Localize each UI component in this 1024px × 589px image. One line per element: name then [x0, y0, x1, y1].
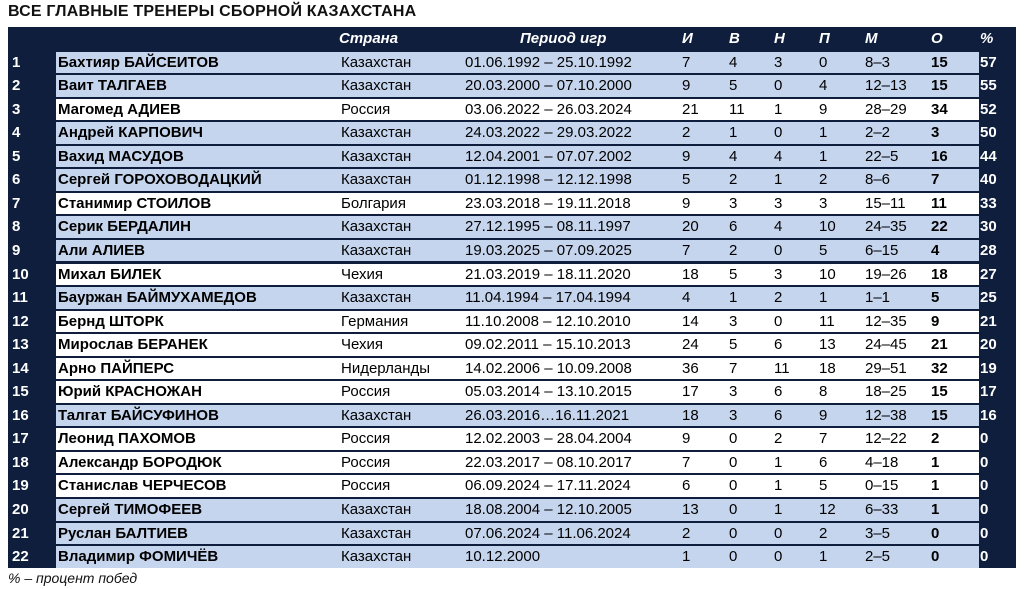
- coach-period: 19.03.2025 – 07.09.2025: [465, 241, 632, 259]
- games-count: 1: [682, 548, 691, 566]
- coach-name: Талгат БАЙСУФИНОВ: [58, 406, 219, 424]
- coach-country: Казахстан: [341, 124, 412, 142]
- draws-count: 1: [774, 477, 783, 495]
- table-row: [8, 286, 1016, 310]
- games-count: 7: [682, 241, 691, 259]
- points-count: 3: [931, 124, 940, 142]
- coach-country: Чехия: [341, 336, 384, 354]
- row-number: 15: [12, 383, 29, 401]
- table-row: [8, 74, 1016, 98]
- coach-country: Болгария: [341, 194, 406, 212]
- losses-count: 9: [819, 100, 828, 118]
- row-number: 6: [12, 171, 21, 189]
- row-number: 14: [12, 359, 29, 377]
- losses-count: 12: [819, 501, 836, 518]
- goals-score: 22–5: [865, 147, 899, 165]
- coach-period: 12.04.2001 – 07.07.2002: [465, 147, 632, 165]
- win-percent: 20: [980, 336, 997, 354]
- points-count: 0: [931, 548, 940, 566]
- wins-count: 11: [729, 100, 745, 118]
- row-number: 3: [12, 100, 21, 118]
- goals-score: 1–1: [865, 289, 891, 307]
- goals-score: 12–22: [865, 430, 907, 448]
- win-percent: 0: [980, 453, 989, 471]
- games-count: 18: [682, 406, 699, 424]
- losses-count: 0: [819, 53, 828, 71]
- coach-country: Россия: [341, 430, 391, 448]
- header-percent: %: [980, 30, 994, 47]
- coach-country: Казахстан: [341, 218, 412, 236]
- coach-period: 01.12.1998 – 12.12.1998: [465, 171, 632, 189]
- row-number: 17: [12, 430, 29, 448]
- header-wins: В: [729, 30, 740, 47]
- games-count: 20: [682, 218, 699, 236]
- coach-country: Казахстан: [341, 548, 412, 566]
- coach-name: Мирослав БЕРАНЕК: [58, 336, 208, 354]
- win-percent: 55: [980, 77, 997, 95]
- wins-count: 3: [729, 383, 738, 401]
- losses-count: 13: [819, 336, 836, 354]
- coach-country: Казахстан: [341, 241, 412, 259]
- coach-period: 14.02.2006 – 10.09.2008: [465, 359, 632, 377]
- table-row: [8, 404, 1016, 428]
- wins-count: 3: [729, 406, 738, 424]
- header-games: И: [682, 30, 693, 47]
- wins-count: 0: [729, 430, 738, 448]
- row-number: 2: [12, 77, 21, 95]
- draws-count: 0: [774, 124, 783, 142]
- games-count: 2: [682, 124, 691, 142]
- draws-count: 0: [774, 548, 783, 566]
- draws-count: 6: [774, 336, 783, 354]
- points-count: 21: [931, 336, 948, 354]
- coach-name: Станимир СТОИЛОВ: [58, 194, 212, 212]
- table-row: [8, 357, 1016, 381]
- draws-count: 3: [774, 194, 783, 212]
- draws-count: 3: [774, 53, 783, 71]
- header-losses: П: [819, 30, 830, 47]
- losses-count: 1: [819, 147, 828, 165]
- coach-country: Казахстан: [341, 524, 412, 542]
- losses-count: 2: [819, 524, 828, 542]
- goals-score: 24–35: [865, 218, 907, 236]
- points-count: 9: [931, 312, 940, 330]
- coach-name: Михал БИЛЕК: [58, 265, 162, 283]
- coach-period: 10.12.2000: [465, 548, 541, 566]
- draws-count: 6: [774, 383, 783, 401]
- losses-count: 18: [819, 359, 836, 377]
- coach-period: 07.06.2024 – 11.06.2024: [465, 524, 631, 542]
- losses-count: 6: [819, 453, 828, 471]
- draws-count: 0: [774, 77, 783, 95]
- win-percent: 30: [980, 218, 997, 236]
- win-percent: 52: [980, 100, 997, 118]
- losses-count: 7: [819, 430, 828, 448]
- coach-country: Казахстан: [341, 53, 412, 71]
- wins-count: 2: [729, 241, 738, 259]
- coach-period: 03.06.2022 – 26.03.2024: [465, 100, 632, 118]
- wins-count: 5: [729, 77, 738, 95]
- row-number: 4: [12, 124, 21, 142]
- games-count: 2: [682, 524, 691, 542]
- header-period: Период игр: [520, 30, 607, 47]
- games-count: 18: [682, 265, 699, 283]
- coach-name: Юрий КРАСНОЖАН: [58, 383, 202, 401]
- table-row: [8, 121, 1016, 145]
- row-number: 22: [12, 548, 29, 566]
- win-percent: 0: [980, 524, 989, 542]
- wins-count: 0: [729, 548, 738, 566]
- win-percent: 0: [980, 430, 989, 448]
- wins-count: 3: [729, 194, 738, 212]
- row-number: 21: [12, 524, 29, 542]
- games-count: 13: [682, 501, 699, 518]
- win-percent: 40: [980, 171, 997, 189]
- coach-name: Сергей ГОРОХОВОДАЦКИЙ: [58, 171, 262, 189]
- wins-count: 5: [729, 265, 738, 283]
- draws-count: 0: [774, 241, 783, 259]
- coach-country: Чехия: [341, 265, 384, 283]
- games-count: 36: [682, 359, 699, 377]
- coach-name: Леонид ПАХОМОВ: [58, 430, 196, 448]
- coach-country: Нидерланды: [341, 359, 431, 377]
- draws-count: 2: [774, 430, 783, 448]
- points-count: 15: [931, 53, 948, 71]
- row-number: 7: [12, 194, 21, 212]
- points-count: 15: [931, 77, 948, 95]
- coach-name: Бауржан БАЙМУХАМЕДОВ: [58, 289, 257, 307]
- win-percent: 0: [980, 548, 989, 566]
- draws-count: 0: [774, 524, 783, 542]
- points-count: 1: [931, 453, 940, 471]
- points-count: 1: [931, 477, 940, 495]
- wins-count: 0: [729, 453, 738, 471]
- goals-score: 0–15: [865, 477, 899, 495]
- wins-count: 6: [729, 218, 738, 236]
- coach-name: Станислав ЧЕРЧЕСОВ: [58, 477, 227, 495]
- row-number: 18: [12, 453, 29, 471]
- draws-count: 1: [774, 501, 783, 518]
- goals-score: 24–45: [865, 336, 907, 354]
- games-count: 9: [682, 147, 691, 165]
- goals-score: 6–33: [865, 501, 899, 518]
- losses-count: 5: [819, 241, 828, 259]
- table-title: ВСЕ ГЛАВНЫЕ ТРЕНЕРЫ СБОРНОЙ КАЗАХСТАНА: [8, 3, 417, 20]
- goals-score: 4–18: [865, 453, 899, 471]
- row-number: 20: [12, 501, 29, 518]
- goals-score: 12–35: [865, 312, 907, 330]
- table-row: [8, 239, 1016, 263]
- win-percent: 44: [980, 147, 997, 165]
- points-count: 15: [931, 406, 948, 424]
- points-count: 34: [931, 100, 948, 118]
- coach-name: Александр БОРОДЮК: [58, 453, 222, 471]
- footnote: % – процент побед: [8, 570, 138, 586]
- goals-score: 12–13: [865, 77, 907, 95]
- goals-score: 2–5: [865, 548, 891, 566]
- draws-count: 2: [774, 289, 783, 307]
- win-percent: 28: [980, 241, 997, 259]
- games-count: 6: [682, 477, 691, 495]
- games-count: 14: [682, 312, 699, 330]
- table-row: [8, 474, 1016, 498]
- losses-count: 2: [819, 171, 828, 189]
- points-count: 22: [931, 218, 948, 236]
- win-percent: 17: [980, 383, 997, 401]
- coach-period: 11.10.2008 – 12.10.2010: [465, 312, 631, 330]
- wins-count: 0: [729, 501, 738, 518]
- coach-period: 18.08.2004 – 12.10.2005: [465, 501, 632, 518]
- draws-count: 1: [774, 171, 783, 189]
- coach-name: Андрей КАРПОВИЧ: [58, 124, 203, 142]
- coach-period: 24.03.2022 – 29.03.2022: [465, 124, 632, 142]
- draws-count: 6: [774, 406, 783, 424]
- table-row: [8, 192, 1016, 216]
- games-count: 7: [682, 53, 691, 71]
- header-goals: М: [865, 30, 878, 47]
- coach-period: 09.02.2011 – 15.10.2013: [465, 336, 631, 354]
- win-percent: 50: [980, 124, 997, 142]
- goals-score: 3–5: [865, 524, 891, 542]
- draws-count: 0: [774, 312, 783, 330]
- win-percent: 21: [980, 312, 997, 330]
- coach-period: 26.03.2016…16.11.2021: [465, 406, 630, 424]
- coach-country: Германия: [341, 312, 409, 330]
- row-number: 8: [12, 218, 21, 236]
- losses-count: 10: [819, 218, 836, 236]
- win-percent: 27: [980, 265, 997, 283]
- coach-country: Россия: [341, 100, 391, 118]
- losses-count: 1: [819, 289, 828, 307]
- table-row: [8, 427, 1016, 451]
- coach-period: 21.03.2019 – 18.11.2020: [465, 265, 631, 283]
- points-count: 4: [931, 241, 940, 259]
- wins-count: 4: [729, 53, 738, 71]
- table-header-row: [8, 27, 1016, 51]
- table-row: [8, 263, 1016, 287]
- losses-count: 5: [819, 477, 828, 495]
- coach-name: Бахтияр БАЙСЕИТОВ: [58, 53, 219, 71]
- games-count: 9: [682, 430, 691, 448]
- coach-name: Арно ПАЙПЕРС: [58, 359, 175, 377]
- coach-period: 05.03.2014 – 13.10.2015: [465, 383, 632, 401]
- table-row: [8, 545, 1016, 569]
- coach-country: Казахстан: [341, 406, 412, 424]
- goals-score: 29–51: [865, 359, 907, 377]
- games-count: 5: [682, 171, 691, 189]
- header-country: Страна: [339, 30, 399, 47]
- coach-name: Владимир ФОМИЧЁВ: [58, 548, 219, 566]
- wins-count: 3: [729, 312, 738, 330]
- games-count: 7: [682, 453, 691, 471]
- coach-name: Ваит ТАЛГАЕВ: [58, 77, 167, 95]
- table-row: [8, 380, 1016, 404]
- coaches-table: [8, 27, 1016, 568]
- draws-count: 1: [774, 100, 783, 118]
- wins-count: 0: [729, 524, 738, 542]
- coach-name: Вахид МАСУДОВ: [58, 147, 184, 165]
- wins-count: 1: [729, 124, 738, 142]
- points-count: 16: [931, 147, 948, 165]
- row-number: 13: [12, 336, 29, 354]
- coach-period: 12.02.2003 – 28.04.2004: [465, 430, 632, 448]
- points-count: 5: [931, 289, 940, 307]
- row-number: 19: [12, 477, 29, 495]
- losses-count: 10: [819, 265, 836, 283]
- wins-count: 2: [729, 171, 738, 189]
- coach-period: 22.03.2017 – 08.10.2017: [465, 453, 632, 471]
- goals-score: 28–29: [865, 100, 907, 118]
- row-number: 1: [12, 53, 21, 71]
- goals-score: 19–26: [865, 265, 907, 283]
- coach-country: Россия: [341, 453, 391, 471]
- coach-name: Али АЛИЕВ: [58, 241, 145, 259]
- coach-country: Казахстан: [341, 77, 412, 95]
- row-number: 16: [12, 406, 29, 424]
- table-row: [8, 451, 1016, 475]
- goals-score: 2–2: [865, 124, 891, 142]
- goals-score: 6–15: [865, 241, 899, 259]
- points-count: 7: [931, 171, 940, 189]
- games-count: 24: [682, 336, 699, 354]
- table-row: [8, 98, 1016, 122]
- coach-country: Казахстан: [341, 501, 412, 518]
- coach-period: 06.09.2024 – 17.11.2024: [465, 477, 631, 495]
- row-number: 12: [12, 312, 29, 330]
- draws-count: 11: [774, 359, 790, 377]
- coach-name: Магомед АДИЕВ: [58, 100, 181, 118]
- coach-country: Казахстан: [341, 171, 412, 189]
- losses-count: 1: [819, 124, 828, 142]
- row-number: 9: [12, 241, 21, 259]
- losses-count: 3: [819, 194, 828, 212]
- header-draws: Н: [774, 30, 785, 47]
- coach-country: Казахстан: [341, 147, 412, 165]
- header-points: О: [931, 30, 943, 47]
- win-percent: 16: [980, 406, 997, 424]
- points-count: 0: [931, 524, 940, 542]
- points-count: 11: [931, 194, 947, 212]
- row-number: 5: [12, 147, 21, 165]
- points-count: 2: [931, 430, 940, 448]
- coach-country: Россия: [341, 477, 391, 495]
- losses-count: 11: [819, 312, 835, 330]
- coach-period: 27.12.1995 – 08.11.1997: [465, 218, 631, 236]
- draws-count: 1: [774, 453, 783, 471]
- wins-count: 5: [729, 336, 738, 354]
- draws-count: 4: [774, 147, 783, 165]
- losses-count: 8: [819, 383, 828, 401]
- wins-count: 0: [729, 477, 738, 495]
- games-count: 9: [682, 194, 691, 212]
- points-count: 32: [931, 359, 948, 377]
- win-percent: 0: [980, 501, 989, 518]
- table-row: [8, 333, 1016, 357]
- table-row: [8, 522, 1016, 546]
- points-count: 18: [931, 265, 948, 283]
- win-percent: 57: [980, 53, 997, 71]
- table-row: [8, 145, 1016, 169]
- wins-count: 4: [729, 147, 738, 165]
- coach-name: Бернд ШТОРК: [58, 312, 164, 330]
- row-number: 11: [12, 289, 28, 307]
- table-row: [8, 51, 1016, 75]
- table-row: [8, 215, 1016, 239]
- table-row: [8, 310, 1016, 334]
- coach-period: 23.03.2018 – 19.11.2018: [465, 194, 631, 212]
- games-count: 9: [682, 77, 691, 95]
- wins-count: 1: [729, 289, 738, 307]
- losses-count: 9: [819, 406, 828, 424]
- coach-name: Руслан БАЛТИЕВ: [58, 524, 188, 542]
- coach-country: Казахстан: [341, 289, 412, 307]
- games-count: 21: [682, 100, 699, 118]
- coach-name: Серик БЕРДАЛИН: [58, 218, 191, 236]
- win-percent: 19: [980, 359, 997, 377]
- row-number: 10: [12, 265, 29, 283]
- win-percent: 0: [980, 477, 989, 495]
- win-percent: 33: [980, 194, 997, 212]
- games-count: 4: [682, 289, 691, 307]
- goals-score: 8–6: [865, 171, 891, 189]
- goals-score: 12–38: [865, 406, 907, 424]
- table-row: [8, 168, 1016, 192]
- coach-period: 01.06.1992 – 25.10.1992: [465, 53, 632, 71]
- points-count: 15: [931, 383, 948, 401]
- games-count: 17: [682, 383, 699, 401]
- points-count: 1: [931, 501, 940, 518]
- draws-count: 3: [774, 265, 783, 283]
- win-percent: 25: [980, 289, 997, 307]
- coach-country: Россия: [341, 383, 391, 401]
- goals-score: 18–25: [865, 383, 907, 401]
- wins-count: 7: [729, 359, 738, 377]
- draws-count: 4: [774, 218, 783, 236]
- goals-score: 8–3: [865, 53, 891, 71]
- coach-name: Сергей ТИМОФЕЕВ: [58, 501, 203, 518]
- coach-period: 11.04.1994 – 17.04.1994: [465, 289, 631, 307]
- table-row: [8, 498, 1016, 522]
- losses-count: 4: [819, 77, 828, 95]
- goals-score: 15–11: [865, 194, 906, 212]
- coach-period: 20.03.2000 – 07.10.2000: [465, 77, 632, 95]
- losses-count: 1: [819, 548, 828, 566]
